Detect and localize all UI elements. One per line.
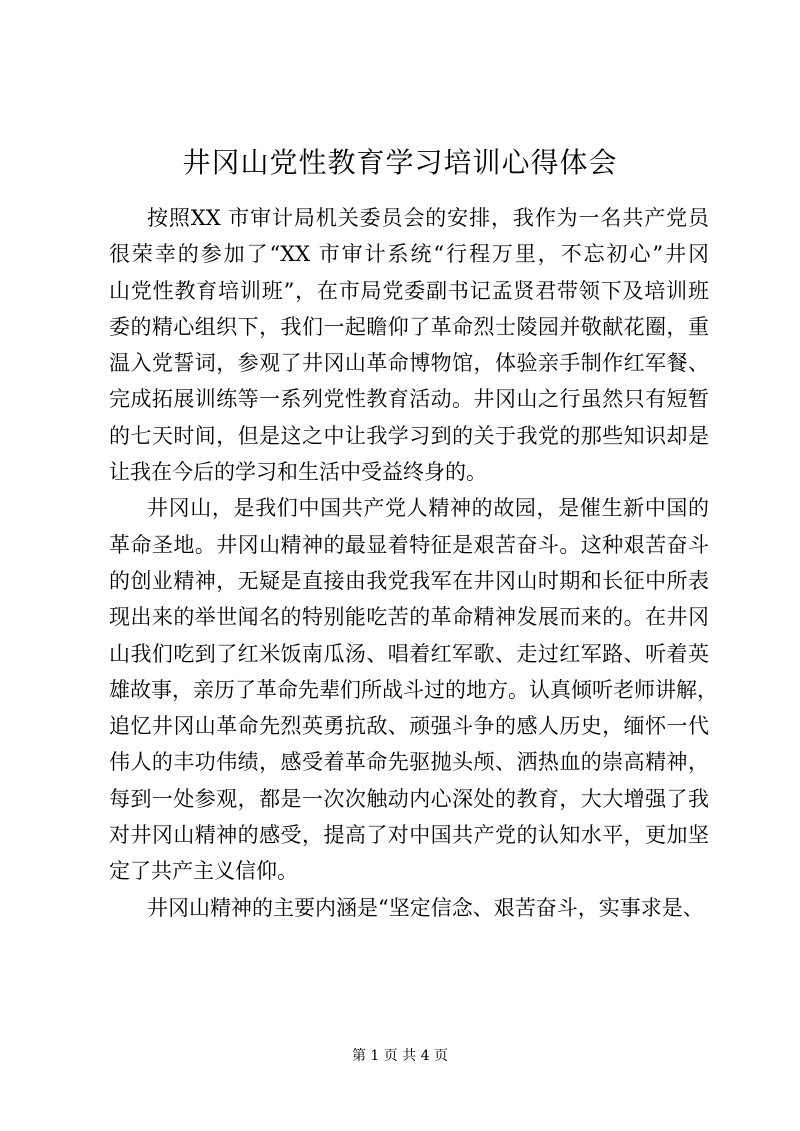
text-line: 的七天时间，但是这之中让我学习到的关于我党的那些知识却是 [109, 423, 709, 448]
page-footer: 第 1 页 共 4 页 [351, 1048, 449, 1064]
text-line: 很荣幸的参加了“XX 市审计系统“行程万里，不忘初心”井冈 [109, 242, 709, 267]
text-line: 委的精心组织下，我们一起瞻仰了革命烈士陵园并敬献花圈，重 [109, 314, 709, 339]
text-line: 完成拓展训练等一系列党性教育活动。井冈山之行虽然只有短暂 [109, 387, 709, 412]
text-line: 现出来的举世闻名的特别能吃苦的革命精神发展而来的。在井冈 [109, 605, 709, 630]
text-line: 山党性教育培训班”，在市局党委副书记孟贤君带领下及培训班 [109, 278, 709, 303]
text-line: 的创业精神，无疑是直接由我党我军在井冈山时期和长征中所表 [109, 568, 709, 593]
text-line: 井冈山精神的主要内涵是“坚定信念、艰苦奋斗，实事求是、 [147, 895, 704, 920]
text-line: 追忆井冈山革命先烈英勇抗敌、顽强斗争的感人历史，缅怀一代 [109, 714, 709, 739]
text-line: 每到一处参观，都是一次次触动内心深处的教育，大大增强了我 [109, 786, 709, 811]
text-line: 按照XX 市审计局机关委员会的安排，我作为一名共产党员 [147, 206, 709, 230]
document-title: 井冈山党性教育学习培训心得体会 [182, 146, 618, 179]
text-line: 革命圣地。井冈山精神的最显着特征是艰苦奋斗。这种艰苦奋斗 [109, 532, 709, 557]
text-line: 让我在今后的学习和生活中受益终身的。 [109, 460, 487, 485]
text-line: 伟人的丰功伟绩，感受着革命先驱抛头颅、洒热血的崇高精神， [109, 750, 709, 775]
text-line: 雄故事，亲历了革命先辈们所战斗过的地方。认真倾听老师讲解， [109, 677, 718, 702]
text-line: 定了共产主义信仰。 [109, 859, 298, 884]
document-body [109, 200, 718, 926]
text-line: 井冈山，是我们中国共产党人精神的故园，是催生新中国的 [147, 496, 709, 521]
text-line: 山我们吃到了红米饭南瓜汤、唱着红军歌、走过红军路、听着英 [109, 641, 709, 666]
text-line: 对井冈山精神的感受，提高了对中国共产党的认知水平，更加坚 [109, 823, 709, 848]
text-line: 温入党誓词，参观了井冈山革命博物馆，体验亲手制作红军餐、 [109, 351, 709, 376]
